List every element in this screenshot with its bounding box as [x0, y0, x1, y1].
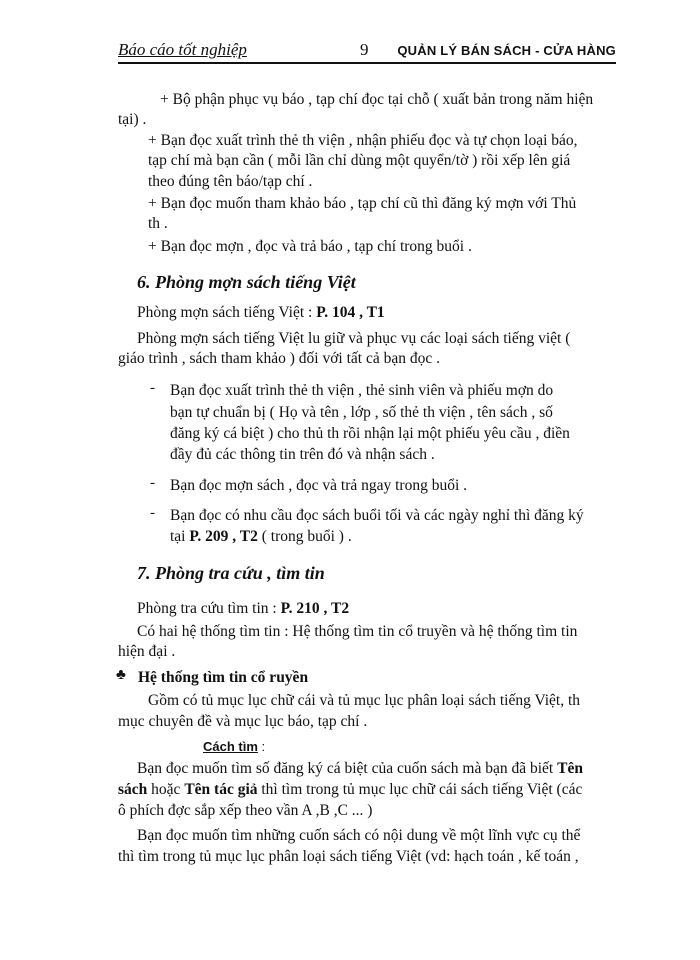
section-7-para-line-2: hiện đại . [118, 643, 176, 660]
room-label: Phòng tra cứu tìm tin : [137, 600, 277, 617]
header-report-title: Báo cáo tốt nghiệp [118, 40, 247, 59]
intro-line-5: theo đúng tên báo/tạp chí . [148, 173, 313, 190]
query-2-line-1: Bạn đọc muốn tìm những cuốn sách có nội dung về một lĩnh vực cụ thể [137, 827, 581, 844]
club-bullet-icon: ♣ [116, 667, 126, 683]
bullet-3-post: ( trong buổi ) . [261, 528, 352, 545]
subsection-para-line-1: Gồm có tủ mục lục chữ cái và tủ mục lục phân loại sách tiếng Việt, th [148, 692, 581, 709]
section-6-para-line-1: Phòng mợn sách tiếng Việt lu giữ và phục vụ các loại sách tiếng việt ( [137, 330, 571, 347]
section-6-heading: 6. Phòng mợn sách tiếng Việt [137, 272, 356, 292]
room-value: P. 104 , T1 [316, 304, 385, 321]
query-1-post: thì tìm trong tủ mục lục chữ cái sách tiếng Việt (các [261, 781, 583, 798]
section-7-heading: 7. Phòng tra cứu , tìm tin [137, 563, 325, 583]
search-method-text: Cách tìm [203, 739, 258, 754]
intro-line-3: + Bạn đọc xuất trình thẻ th viện , nhận phiếu đọc và tự chọn loại báo, [148, 132, 578, 149]
bullet-3-room: P. 209 , T2 [189, 528, 258, 545]
page-number: 9 [360, 40, 369, 59]
search-method-label [203, 737, 265, 757]
bullet-1-line-4: đầy đủ các thông tin trên đó và nhận sách . [170, 446, 435, 463]
bullet-dash: - [150, 505, 155, 521]
query-1-bold-sach: sách [118, 781, 148, 798]
query-1-mid: hoặc [151, 781, 181, 798]
subsection-para-line-2: mục chuyên đề và mục lục báo, tạp chí . [118, 713, 368, 730]
intro-line-6: + Bạn đọc muốn tham khảo báo , tạp chí cũ thì đăng ký mợn với Thủ [148, 195, 577, 212]
query-1-bold: Tên [557, 760, 583, 777]
section-6-room [137, 303, 385, 323]
section-7-room [137, 599, 349, 619]
intro-line-4: tạp chí mà bạn cần ( mỗi lần chỉ dùng một quyển/tờ ) rồi xếp lên giá [148, 152, 571, 169]
bullet-dash: - [150, 475, 155, 491]
page-header [118, 38, 616, 64]
bullet-1-line-3: đăng ký cá biệt ) cho thủ th rồi nhận lại một phiếu yêu cầu , điền [170, 425, 570, 442]
query-1-line-2 [118, 780, 582, 800]
bullet-3-pre: tại [170, 528, 186, 545]
search-method-colon: : [261, 739, 266, 754]
bullet-2: Bạn đọc mợn sách , đọc và trả ngay trong buổi . [170, 477, 468, 494]
bullet-3-line-1: Bạn đọc có nhu cầu đọc sách buổi tối và các ngày nghỉ thì đăng ký [170, 507, 584, 524]
bullet-1-line-2: bạn tự chuẩn bị ( Họ và tên , lớp , số thẻ th viện , tên sách , số [170, 404, 553, 421]
intro-line-1: + Bộ phận phục vụ báo , tạp chí đọc tại chỗ ( xuất bản trong năm hiện [160, 91, 594, 108]
bullet-1-line-1: Bạn đọc xuất trình thẻ th viện , thẻ sinh viên và phiếu mợn do [170, 382, 554, 399]
intro-line-2: tại) . [118, 111, 147, 128]
intro-line-7: th . [148, 215, 168, 232]
bullet-3-line-2 [170, 527, 352, 547]
query-1-line-1 [137, 759, 583, 779]
room-label: Phòng mợn sách tiếng Việt : [137, 304, 313, 321]
header-project-title: QUẢN LÝ BÁN SÁCH - CỬA HÀNG [397, 43, 616, 58]
query-1-text: Bạn đọc muốn tìm số đăng ký cá biệt của cuốn sách mà bạn đã biết [137, 760, 554, 777]
query-1-bold-author: Tên tác giả [184, 781, 258, 798]
bullet-dash: - [150, 380, 155, 396]
subsection-heading: Hệ thống tìm tin cổ ruyền [138, 669, 309, 686]
intro-line-8: + Bạn đọc mợn , đọc và trả báo , tạp chí trong buổi . [148, 238, 472, 255]
query-1-line-3: ô phích đợc sắp xếp theo vần A ,B ,C ... ) [118, 802, 373, 819]
section-6-para-line-2: giáo trình , sách tham khảo ) đối với tất cả bạn đọc . [118, 350, 440, 367]
query-2-line-2: thì tìm trong tủ mục lục phân loại sách tiếng Việt (vd: hạch toán , kế toán , [118, 848, 579, 865]
room-value: P. 210 , T2 [280, 600, 350, 617]
section-7-para-line-1: Có hai hệ thống tìm tin : Hệ thống tìm tin cổ truyền và hệ thống tìm tin [137, 623, 578, 640]
